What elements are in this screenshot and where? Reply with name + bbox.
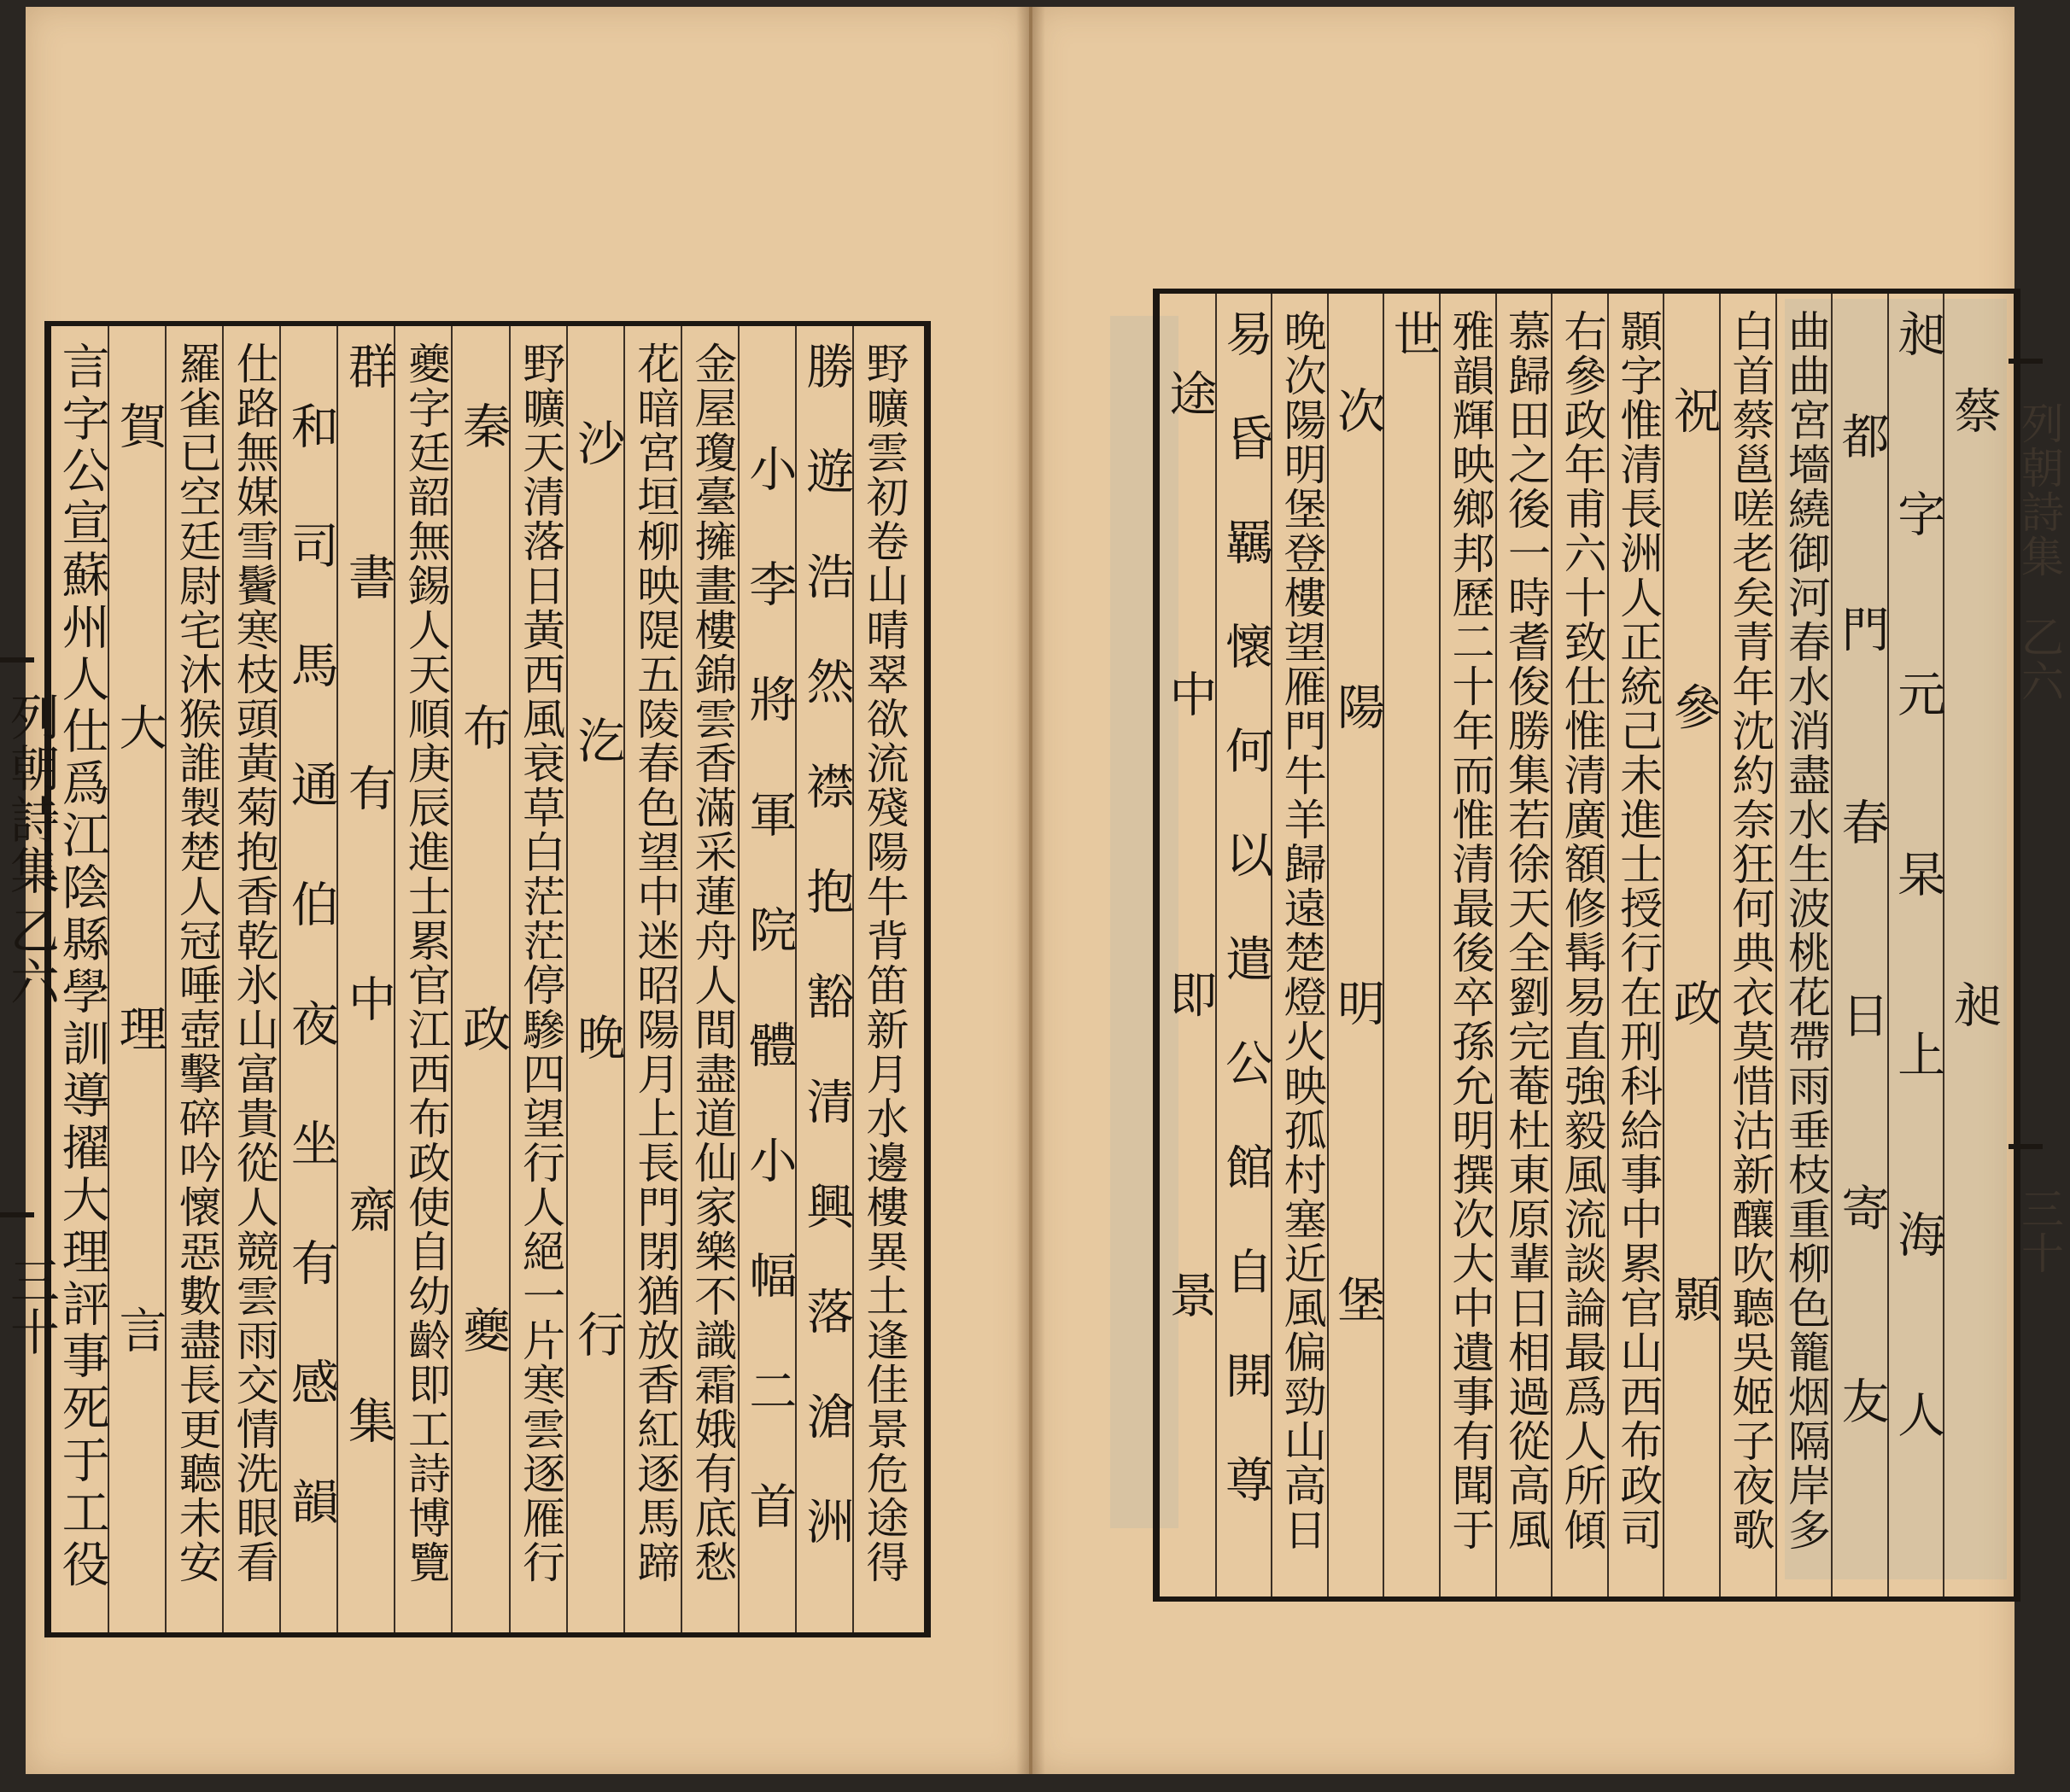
text-column: 世 [1385,309,1441,1575]
text-column: 仕路無媒雪鬢寒枝頭黃菊抱香乾氷山富貴從人競雲雨交情洗眼看 [229,341,279,1585]
text-column: 小李將軍院體小幅二首 [741,444,798,1596]
text-column: 沙汔晚行 [570,418,626,1607]
fishtail-mark [0,657,34,697]
fishtail-mark [2009,1144,2043,1183]
text-column: 都門春日寄友 [1833,412,1890,1569]
right-banner-page: 三十 [2014,1187,2064,1275]
text-column: 雅韻輝映鄉邦歷二十年而惟清最後卒孫允明撰次大中遺事有聞于 [1445,309,1495,1552]
left-banner-volume: 乙六 [2,905,60,1007]
text-column: 群書有中齋集 [340,341,396,1607]
text-column: 金屋瓊臺擁畫樓錦雲香滿采蓮舟人間盡道仙家樂不識霜娥有底愁 [687,341,738,1585]
text-column: 羅雀已空廷尉宅沐猴誰製楚人冠唾壺擊碎吟懷惡數盡長更聽未安 [172,341,222,1585]
fishtail-mark [2009,359,2043,398]
text-column: 晚次陽明堡登樓望雁門牛羊歸遠楚燈火映孤村塞近風偏勁山高日 [1277,309,1327,1552]
left-banner-page: 三十 [2,1255,60,1357]
text-column: 賀大理言 [111,401,167,1607]
text-column: 秦布政夔 [455,401,512,1607]
right-banner-title: 列朝詩集 [2014,401,2064,579]
text-column: 祝參政顥 [1665,386,1722,1571]
text-column: 夔字廷韶無錫人天順庚辰進士累官江西布政使自幼齡即工詩博覽 [401,341,451,1585]
left-text-frame [44,321,931,1637]
text-column: 易昏羈懷何以遣公館自開尊 [1217,309,1273,1559]
left-banner-title: 列朝詩集 [2,692,60,896]
text-column: 野曠天清落日黃西風衰草白茫茫停驂四望行人絕一片寒雲逐雁行 [516,341,566,1585]
text-column: 花暗宮垣柳映隄五陵春色望中迷昭陽月上長門閉猶放香紅逐馬蹄 [630,341,681,1585]
text-column: 顥字惟清長洲人正統己未進士授行在刑科給事中累官山西布政司 [1613,309,1664,1552]
text-column: 右參政年甫六十致仕惟清廣額修髯易直強毅風流談論最爲人所傾 [1557,309,1607,1552]
right-banner-volume: 乙六 [2014,615,2064,703]
text-column: 言字公宣蘇州人仕爲江陰縣學訓導擢大理評事死于工役 [54,341,110,1591]
right-text-frame [1153,289,2020,1602]
fishtail-mark [0,1212,34,1252]
text-column: 白首蔡邕嗟老矣青年沈約奈狂何典衣莫惜沽新釀吹聽吳姬子夜歌 [1725,309,1775,1552]
text-column: 蔡昶 [1945,386,2002,1574]
text-column: 和司馬通伯夜坐有感韻 [283,401,339,1596]
text-column: 曲曲宮墻繞御河春水消盡水生波桃花帶雨垂枝重柳色籠烟隔岸多 [1781,309,1831,1552]
text-column: 慕歸田之後一時耆俊勝集若徐天全劉完菴杜東原輩日相過從高風 [1500,309,1551,1552]
text-column: 次陽明堡 [1330,386,1386,1571]
text-column: 昶字元杲上海人 [1890,309,1946,1570]
text-column: 勝遊浩然襟抱豁清興落滄洲 [798,341,855,1602]
text-column: 野曠雲初卷山晴翠欲流殘陽牛背笛新月水邊樓異土逢佳景危途得 [859,341,909,1585]
text-column: 途中即景 [1161,369,1218,1571]
book-gutter [1016,7,1045,1774]
